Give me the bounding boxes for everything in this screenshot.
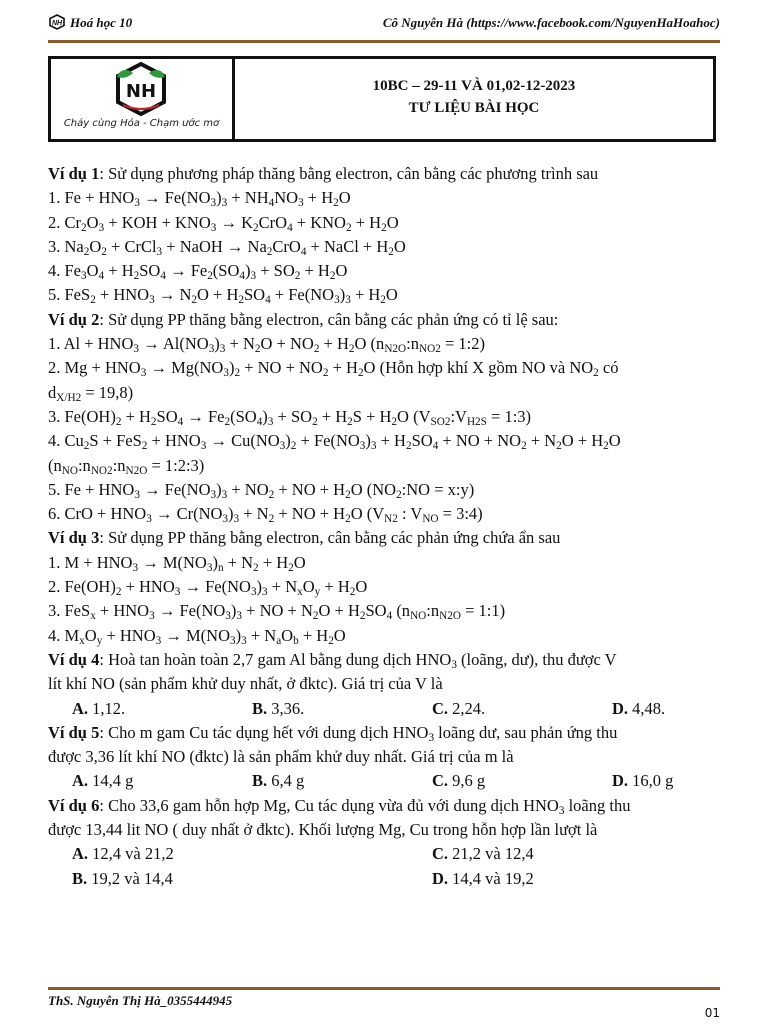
example-2-label: Ví dụ 2 bbox=[48, 309, 100, 329]
equation: 1. $Al + HNO_3 \to Al(NO_3)_3 + N_2O + NO_2 + H_2O$ ($n_{N2O}:n_{NO2}$ = 1:2) bbox=[48, 334, 485, 355]
equation: 5. $Fe + HNO_3 \to Fe(NO_3)_3 + NO_2$ + NO + $H_2O$ ($NO_2:NO$ = x:y) bbox=[48, 479, 475, 501]
equation: 2. $Mg + HNO_3 \to Mg(NO_3)_2$ + NO + $NO_2 + H_2O$ (Hỗn hợp khí X gồm NO và $NO_2$ có bbox=[48, 358, 619, 380]
option-d[interactable]: D. 14,4 và 19,2 bbox=[432, 868, 534, 888]
equation-continuation: ($n_{NO}:n_{NO2}:n_{N2O}$ = 1:2:3) bbox=[48, 455, 205, 477]
equation: 5. $FeS_2 + HNO_3 \to N_2O + H_2SO_4 + Fe(NO_3)_3 + H_2O$ bbox=[48, 285, 398, 307]
example-4-label: Ví dụ 4 bbox=[48, 649, 100, 669]
example-5-prompt-cont: được 3,36 lít khí NO (đktc) là sản phẩm khử duy nhất. Giá trị của m là bbox=[48, 747, 514, 767]
logo-mini-icon bbox=[48, 14, 66, 30]
example-4-prompt: Ví dụ 4: Hoà tan hoàn toàn 2,7 gam Al bằng dung dịch $HNO_3$ (loãng, dư), thu được V bbox=[48, 649, 617, 671]
equation: 3. $Fe(OH)_2 + H_2SO_4 \to Fe_2(SO_4)_3 + SO_2 + H_2S + H_2O$ ($V_{SO2}:V_{H2S}$ = 1:3) bbox=[48, 406, 532, 428]
option-a[interactable]: A. 14,4 g bbox=[72, 771, 134, 791]
example-1-label: Ví dụ 1 bbox=[48, 164, 100, 183]
title-box bbox=[48, 56, 716, 142]
example-3-text: : Sử dụng PP thăng bằng electron, cân bằng các phản ứng chứa ẩn sau bbox=[99, 528, 561, 548]
example-5-label: Ví dụ 5 bbox=[48, 722, 100, 742]
equation: 4. $Cu_2S + FeS_2 + HNO_3 \to Cu(NO_3)_2 + Fe(NO_3)_3 + H_2SO_4$ + NO + $NO_2 + N_2O + H_2O$ bbox=[48, 431, 621, 453]
option-a[interactable]: A. 12,4 và 21,2 bbox=[72, 844, 174, 864]
example-2-text: : Sử dụng PP thăng bằng electron, cân bằng các phản ứng có tỉ lệ sau: bbox=[99, 309, 559, 329]
option-d[interactable]: D. 16,0 g bbox=[612, 771, 674, 791]
header-divider bbox=[48, 40, 720, 43]
equation: 2. $Cr_2O_3$ + KOH + $KNO_3 \to K_2CrO_4 + KNO_2 + H_2O$ bbox=[48, 212, 399, 234]
lesson-date: 10BC – 29-11 VÀ 01,02-12-2023 bbox=[372, 78, 576, 94]
footer-divider bbox=[48, 987, 720, 990]
option-b[interactable]: B. 6,4 g bbox=[252, 771, 305, 791]
example-6-options-row1 bbox=[48, 842, 724, 866]
equation: 2. $Fe(OH)_2 + HNO_3 \to Fe(NO_3)_3 + N_xO_y + H_2O$ bbox=[48, 577, 368, 598]
example-4-prompt-cont: lít khí NO (sản phẩm khử duy nhất, ở đktc). Giá trị của V là bbox=[48, 674, 443, 694]
equation: 4. $Fe_3O_4 + H_2SO_4 \to Fe_2(SO_4)_3 + SO_2 + H_2O$ bbox=[48, 261, 348, 282]
option-c[interactable]: C. 2,24. bbox=[432, 698, 486, 718]
equation: 3. $Na_2O_2$ + CrCl$_3$ + NaOH → $Na_2CrO_4$ + NaCl + $H_2O$ bbox=[48, 236, 406, 258]
example-1-prompt bbox=[48, 162, 724, 186]
equation-continuation: $d_{X/H2} = 19,8$) bbox=[48, 382, 134, 404]
option-c[interactable]: C. 21,2 và 12,4 bbox=[432, 844, 534, 864]
example-6-prompt-cont: được 13,44 lit NO ( duy nhất ở đktc). Khối lượng Mg, Cu trong hỗn hợp lần lượt là bbox=[48, 820, 598, 840]
equation: 1. $Fe + HNO_3 \to Fe(NO_3)_3 + NH_4NO_3 + H_2O$ bbox=[48, 188, 351, 210]
page-number: 01 bbox=[704, 1006, 720, 1020]
page-header bbox=[48, 10, 720, 40]
example-2-prompt bbox=[48, 308, 724, 332]
example-3-label: Ví dụ 3 bbox=[48, 528, 100, 548]
option-b[interactable]: B. 19,2 và 14,4 bbox=[72, 868, 173, 888]
option-b[interactable]: B. 3,36. bbox=[252, 698, 305, 718]
svg-text:NH: NH bbox=[125, 81, 157, 102]
option-a[interactable]: A. 1,12. bbox=[72, 698, 126, 718]
example-4-options bbox=[48, 697, 724, 721]
example-1-text: : Sử dụng phương pháp thăng bằng electron, cân bằng các phương trình sau bbox=[99, 164, 599, 183]
logo bbox=[51, 59, 232, 139]
example-5-prompt: Ví dụ 5: Cho m gam Cu tác dụng hết với dung dịch $HNO_3$ loãng dư, sau phản ứng thu bbox=[48, 722, 618, 744]
footer-author: ThS. Nguyễn Thị Hà_0355444945 bbox=[48, 993, 233, 1008]
lesson-content bbox=[48, 162, 724, 891]
equation: 4. $M_xO_y + HNO_3 \to M(NO_3)_3 + N_aO_b + H_2O$ bbox=[48, 625, 346, 647]
example-5-options bbox=[48, 769, 724, 793]
equation: 1. $M + HNO_3 \to M(NO_3)_n + N_2 + H_2O$ bbox=[48, 552, 306, 574]
equation: 3. $FeS_x + HNO_3 \to Fe(NO_3)_3$ + NO + $N_2O + H_2SO_4$ ($n_{NO}:n_{N2O}$ = 1:1) bbox=[48, 601, 506, 623]
example-6-prompt: Ví dụ 6: Cho 33,6 gam hỗn hợp Mg, Cu tác dụng vừa đủ với dung dịch $HNO_3$ loãng thu bbox=[48, 795, 631, 817]
logo-slogan: Cháy cùng Hóa - Chạm ước mơ bbox=[63, 118, 220, 129]
example-6-label: Ví dụ 6 bbox=[48, 795, 100, 815]
option-d[interactable]: D. 4,48. bbox=[612, 698, 666, 718]
header-subject: Hoá học 10 bbox=[70, 15, 133, 30]
example-6-options-row2 bbox=[48, 867, 724, 891]
example-3-prompt bbox=[48, 526, 724, 550]
lesson-heading: TƯ LIỆU BÀI HỌC bbox=[408, 100, 540, 116]
option-c[interactable]: C. 9,6 g bbox=[432, 771, 486, 791]
svg-text:NH: NH bbox=[51, 20, 63, 27]
nh-logo-icon bbox=[111, 61, 171, 117]
lesson-title bbox=[235, 75, 713, 119]
header-author-link[interactable]: Cô Nguyễn Hà (https://www.facebook.com/NguyenHaHoahoc) bbox=[382, 15, 720, 30]
equation: 6. CrO + $HNO_3 \to Cr(NO_3)_3 + N_2$ + NO + $H_2O$ ($V_{N2}$ : $V_{NO}$ = 3:4) bbox=[48, 504, 483, 525]
